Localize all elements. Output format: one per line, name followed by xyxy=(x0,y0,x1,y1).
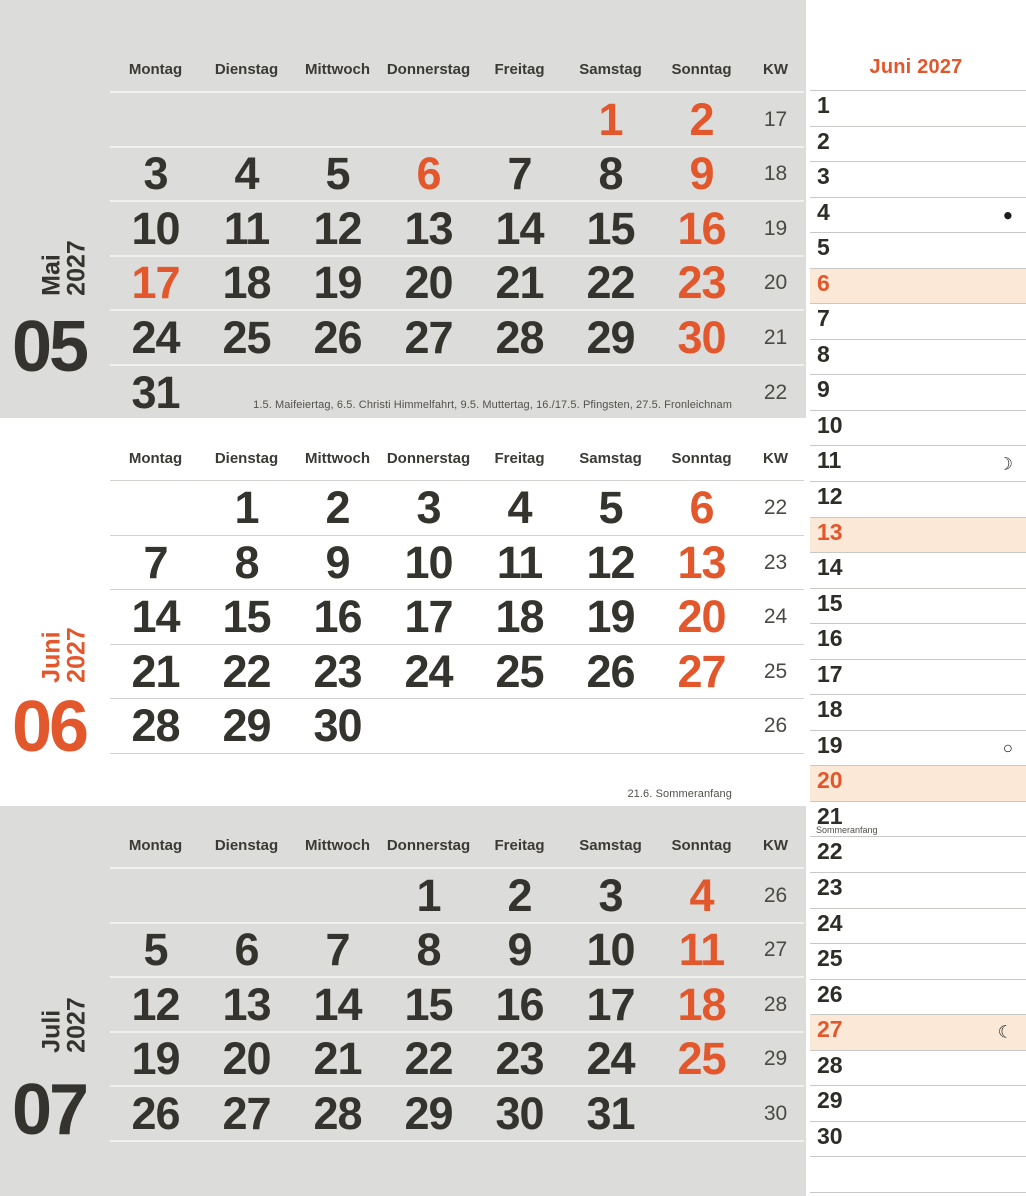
weekday-header: Montag xyxy=(128,837,183,854)
weekday-header: Sonntag xyxy=(671,450,732,467)
day-cell: 15 xyxy=(586,202,635,254)
week-row xyxy=(110,202,804,257)
note-row xyxy=(810,518,1026,554)
day-cell: 5 xyxy=(598,482,623,534)
day-cell: 7 xyxy=(507,148,532,200)
day-cell: 13 xyxy=(222,978,271,1030)
day-cell: 24 xyxy=(586,1033,635,1085)
day-cell: 20 xyxy=(222,1033,271,1085)
day-cell: 18 xyxy=(222,257,271,309)
note-row xyxy=(810,269,1026,305)
note-row xyxy=(810,198,1026,234)
note-day-number: 27 xyxy=(817,1016,843,1043)
day-cell: 17 xyxy=(404,591,453,643)
weekday-header: Donnerstag xyxy=(386,61,471,78)
month-grid-mai xyxy=(110,0,804,418)
note-day-number: 25 xyxy=(817,945,843,972)
new-moon-icon: ● xyxy=(1002,205,1013,225)
note-row xyxy=(810,340,1026,376)
kw-number: 24 xyxy=(763,605,788,629)
note-day-number: 8 xyxy=(817,340,830,367)
day-cell: 9 xyxy=(689,148,714,200)
note-day-number: 26 xyxy=(817,980,843,1007)
kw-number: 22 xyxy=(763,381,788,405)
kw-number: 29 xyxy=(763,1047,788,1071)
note-row xyxy=(810,766,1026,802)
weekday-header-row xyxy=(110,418,804,481)
note-day-number: 3 xyxy=(817,163,830,190)
day-cell: 29 xyxy=(222,700,271,752)
day-cell: 24 xyxy=(404,645,453,697)
week-row xyxy=(110,536,804,591)
note-row xyxy=(810,411,1026,447)
day-cell: 11 xyxy=(223,202,270,254)
month-number-juni: 06 xyxy=(12,687,87,767)
kw-number: 26 xyxy=(763,714,788,738)
note-row xyxy=(810,731,1026,767)
month-name: Juni xyxy=(37,631,66,683)
note-row xyxy=(810,589,1026,625)
month-name-vertical-juli xyxy=(37,997,90,1053)
note-row xyxy=(810,1051,1026,1087)
kw-number: 28 xyxy=(763,992,788,1016)
weekday-header: Donnerstag xyxy=(386,837,471,854)
week-row xyxy=(110,924,804,979)
day-cell: 26 xyxy=(313,311,362,363)
day-cell: 15 xyxy=(404,978,453,1030)
note-row xyxy=(810,127,1026,163)
kw-header: KW xyxy=(763,837,788,854)
month-name-vertical-juni xyxy=(37,627,90,683)
day-cell: 5 xyxy=(325,148,350,200)
note-day-number: 12 xyxy=(817,483,843,510)
note-row xyxy=(810,695,1026,731)
day-cell: 22 xyxy=(404,1033,453,1085)
day-cell: 21 xyxy=(131,645,180,697)
day-cell: 2 xyxy=(689,93,714,145)
weekday-header: Dienstag xyxy=(214,837,279,854)
note-day-number: 7 xyxy=(817,305,830,332)
kw-number: 25 xyxy=(763,659,788,683)
note-day-number xyxy=(810,1157,1026,1159)
note-row xyxy=(810,1086,1026,1122)
day-cell: 1 xyxy=(416,869,441,921)
day-cell: 23 xyxy=(677,257,726,309)
week-row xyxy=(110,311,804,366)
weekday-header: Montag xyxy=(128,61,183,78)
note-row xyxy=(810,446,1026,482)
note-day-number: 20 xyxy=(817,767,843,794)
note-day-number: 17 xyxy=(817,660,843,687)
day-cell: 22 xyxy=(222,645,271,697)
day-cell: 18 xyxy=(495,591,544,643)
day-cell: 27 xyxy=(677,645,726,697)
day-note-label: Sommeranfang xyxy=(816,825,878,836)
note-row xyxy=(810,1015,1026,1051)
day-cell: 4 xyxy=(689,869,714,921)
day-cell: 5 xyxy=(143,924,168,976)
note-day-number: 23 xyxy=(817,874,843,901)
day-cell: 29 xyxy=(404,1087,453,1139)
day-cell: 14 xyxy=(313,978,362,1030)
notes-panel xyxy=(806,0,1026,1196)
weekday-header: Montag xyxy=(128,450,183,467)
day-cell: 27 xyxy=(222,1087,271,1139)
note-day-number: 19 xyxy=(817,731,843,758)
day-cell: 28 xyxy=(131,700,180,752)
week-row xyxy=(110,481,804,536)
day-cell: 4 xyxy=(507,482,532,534)
day-cell: 10 xyxy=(131,202,180,254)
note-day-number: 24 xyxy=(817,909,843,936)
full-moon-icon: ○ xyxy=(1002,738,1013,758)
note-day-number: 15 xyxy=(817,589,843,616)
day-cell: 17 xyxy=(131,257,180,309)
weekday-header: Freitag xyxy=(494,450,545,467)
day-cell: 3 xyxy=(416,482,441,534)
day-cell: 12 xyxy=(586,536,635,588)
weekday-header: Mittwoch xyxy=(305,837,370,854)
weekday-header: Dienstag xyxy=(214,61,279,78)
note-row xyxy=(810,802,1026,838)
week-row xyxy=(110,645,804,700)
kw-number: 21 xyxy=(763,325,788,349)
note-row xyxy=(810,304,1026,340)
day-cell: 31 xyxy=(586,1087,635,1139)
note-row xyxy=(810,1122,1026,1158)
day-cell: 2 xyxy=(325,482,350,534)
month-name-vertical-mai xyxy=(37,240,90,296)
month-year: 2027 xyxy=(62,997,90,1053)
note-row xyxy=(810,837,1026,873)
day-cell: 20 xyxy=(677,591,726,643)
week-row xyxy=(110,869,804,924)
notes-panel-title: Juni 2027 xyxy=(869,56,963,78)
note-day-number: 4 xyxy=(817,198,830,225)
week-row xyxy=(110,1033,804,1088)
kw-number: 30 xyxy=(763,1101,788,1125)
month-footnote-mai: 1.5. Maifeiertag, 6.5. Christi Himmelfahrt, 9.5. Muttertag, 16./17.5. Pfingsten, 27.5. Fronleichnam xyxy=(253,399,732,411)
day-cell: 16 xyxy=(495,978,544,1030)
day-cell: 16 xyxy=(313,591,362,643)
weekday-header: Sonntag xyxy=(671,837,732,854)
day-cell: 26 xyxy=(586,645,635,697)
day-cell: 21 xyxy=(313,1033,362,1085)
note-row xyxy=(810,233,1026,269)
note-row xyxy=(810,553,1026,589)
note-day-number: 28 xyxy=(817,1051,843,1078)
note-row xyxy=(810,873,1026,909)
day-cell: 19 xyxy=(131,1033,180,1085)
note-day-number: 6 xyxy=(817,269,830,296)
day-cell: 13 xyxy=(404,202,453,254)
day-cell: 14 xyxy=(495,202,544,254)
note-rows xyxy=(810,90,1026,1193)
note-day-number: 18 xyxy=(817,696,843,723)
day-cell: 23 xyxy=(495,1033,544,1085)
note-day-number: 16 xyxy=(817,625,843,652)
month-footnote-juni: 21.6. Sommeranfang xyxy=(627,788,732,800)
note-day-number: 11 xyxy=(817,447,842,474)
kw-number: 20 xyxy=(763,271,788,295)
day-cell: 30 xyxy=(313,700,362,752)
month-section-juni xyxy=(0,418,806,806)
kw-number: 19 xyxy=(763,216,788,240)
day-cell: 2 xyxy=(507,869,532,921)
first-quarter-moon-icon: ☽ xyxy=(997,454,1013,474)
day-cell: 3 xyxy=(598,869,623,921)
month-number-mai: 05 xyxy=(12,307,87,387)
note-row xyxy=(810,375,1026,411)
day-cell: 21 xyxy=(495,257,544,309)
weekday-header: Freitag xyxy=(494,837,545,854)
weekday-header: Freitag xyxy=(494,61,545,78)
note-row xyxy=(810,980,1026,1016)
note-row xyxy=(810,909,1026,945)
day-cell: 1 xyxy=(598,93,623,145)
kw-number: 23 xyxy=(763,550,788,574)
note-row xyxy=(810,660,1026,696)
note-day-number: 21 xyxy=(817,802,843,829)
note-row xyxy=(810,91,1026,127)
note-row xyxy=(810,1157,1026,1193)
day-cell: 27 xyxy=(404,311,453,363)
note-row xyxy=(810,162,1026,198)
kw-header: KW xyxy=(763,61,788,78)
weekday-header: Mittwoch xyxy=(305,61,370,78)
note-row xyxy=(810,944,1026,980)
note-row xyxy=(810,482,1026,518)
day-cell: 8 xyxy=(234,536,259,588)
day-cell: 11 xyxy=(678,924,725,976)
weekday-header: Dienstag xyxy=(214,450,279,467)
kw-number: 26 xyxy=(763,883,788,907)
day-cell: 26 xyxy=(131,1087,180,1139)
month-grid-juli xyxy=(110,806,804,1142)
day-cell: 7 xyxy=(143,536,168,588)
weekday-header: Samstag xyxy=(579,61,642,78)
day-cell: 17 xyxy=(586,978,635,1030)
kw-number: 27 xyxy=(763,938,788,962)
day-cell: 19 xyxy=(313,257,362,309)
weekday-header: Mittwoch xyxy=(305,450,370,467)
day-cell: 23 xyxy=(313,645,362,697)
kw-number: 17 xyxy=(763,107,788,131)
note-day-number: 30 xyxy=(817,1122,843,1149)
day-cell: 9 xyxy=(507,924,532,976)
day-cell: 25 xyxy=(677,1033,726,1085)
week-row xyxy=(110,590,804,645)
weekday-header-row xyxy=(110,0,804,93)
week-row xyxy=(110,257,804,312)
weekday-header-row xyxy=(110,806,804,869)
day-cell: 25 xyxy=(222,311,271,363)
day-cell: 7 xyxy=(325,924,350,976)
day-cell: 9 xyxy=(325,536,350,588)
day-cell: 3 xyxy=(143,148,168,200)
day-cell: 16 xyxy=(677,202,726,254)
day-cell: 25 xyxy=(495,645,544,697)
day-cell: 19 xyxy=(586,591,635,643)
day-cell: 12 xyxy=(313,202,362,254)
note-day-number: 10 xyxy=(817,411,843,438)
last-quarter-moon-icon: ☾ xyxy=(997,1022,1013,1042)
day-cell: 24 xyxy=(131,311,180,363)
note-day-number: 1 xyxy=(817,92,830,118)
day-cell: 11 xyxy=(496,536,543,588)
day-cell: 22 xyxy=(586,257,635,309)
week-row xyxy=(110,1087,804,1142)
month-name: Juli xyxy=(37,1009,66,1053)
note-day-number: 13 xyxy=(817,518,843,545)
weekday-header: Samstag xyxy=(579,450,642,467)
day-cell: 15 xyxy=(222,591,271,643)
day-cell: 1 xyxy=(234,482,259,534)
week-row xyxy=(110,93,804,148)
note-day-number: 2 xyxy=(817,127,830,154)
month-number-juli: 07 xyxy=(12,1070,87,1150)
note-day-number: 9 xyxy=(817,376,830,403)
day-cell: 28 xyxy=(313,1087,362,1139)
month-year: 2027 xyxy=(62,627,90,683)
week-row xyxy=(110,148,804,203)
day-cell: 18 xyxy=(677,978,726,1030)
weekday-header: Sonntag xyxy=(671,61,732,78)
day-cell: 20 xyxy=(404,257,453,309)
day-cell: 4 xyxy=(234,148,259,200)
day-cell: 6 xyxy=(689,482,714,534)
note-day-number: 29 xyxy=(817,1087,843,1114)
day-cell: 31 xyxy=(131,367,180,418)
day-cell: 6 xyxy=(234,924,259,976)
day-cell: 10 xyxy=(404,536,453,588)
note-day-number: 22 xyxy=(817,838,843,865)
kw-number: 22 xyxy=(763,496,788,520)
month-section-mai xyxy=(0,0,806,418)
day-cell: 30 xyxy=(495,1087,544,1139)
month-name: Mai xyxy=(37,254,66,296)
month-grid-juni xyxy=(110,418,804,754)
day-cell: 8 xyxy=(598,148,623,200)
day-cell: 14 xyxy=(131,591,180,643)
note-day-number: 5 xyxy=(817,234,830,261)
note-day-number: 14 xyxy=(817,554,843,581)
note-row xyxy=(810,624,1026,660)
month-year: 2027 xyxy=(62,240,90,296)
weekday-header: Donnerstag xyxy=(386,450,471,467)
day-cell: 13 xyxy=(677,536,726,588)
day-cell: 29 xyxy=(586,311,635,363)
week-row xyxy=(110,699,804,754)
month-section-juli xyxy=(0,806,806,1196)
day-cell: 28 xyxy=(495,311,544,363)
kw-header: KW xyxy=(763,450,788,467)
day-cell: 30 xyxy=(677,311,726,363)
weekday-header: Samstag xyxy=(579,837,642,854)
day-cell: 6 xyxy=(416,148,441,200)
week-row xyxy=(110,978,804,1033)
day-cell: 10 xyxy=(586,924,635,976)
day-cell: 12 xyxy=(131,978,180,1030)
kw-number: 18 xyxy=(763,162,788,186)
day-cell: 8 xyxy=(416,924,441,976)
